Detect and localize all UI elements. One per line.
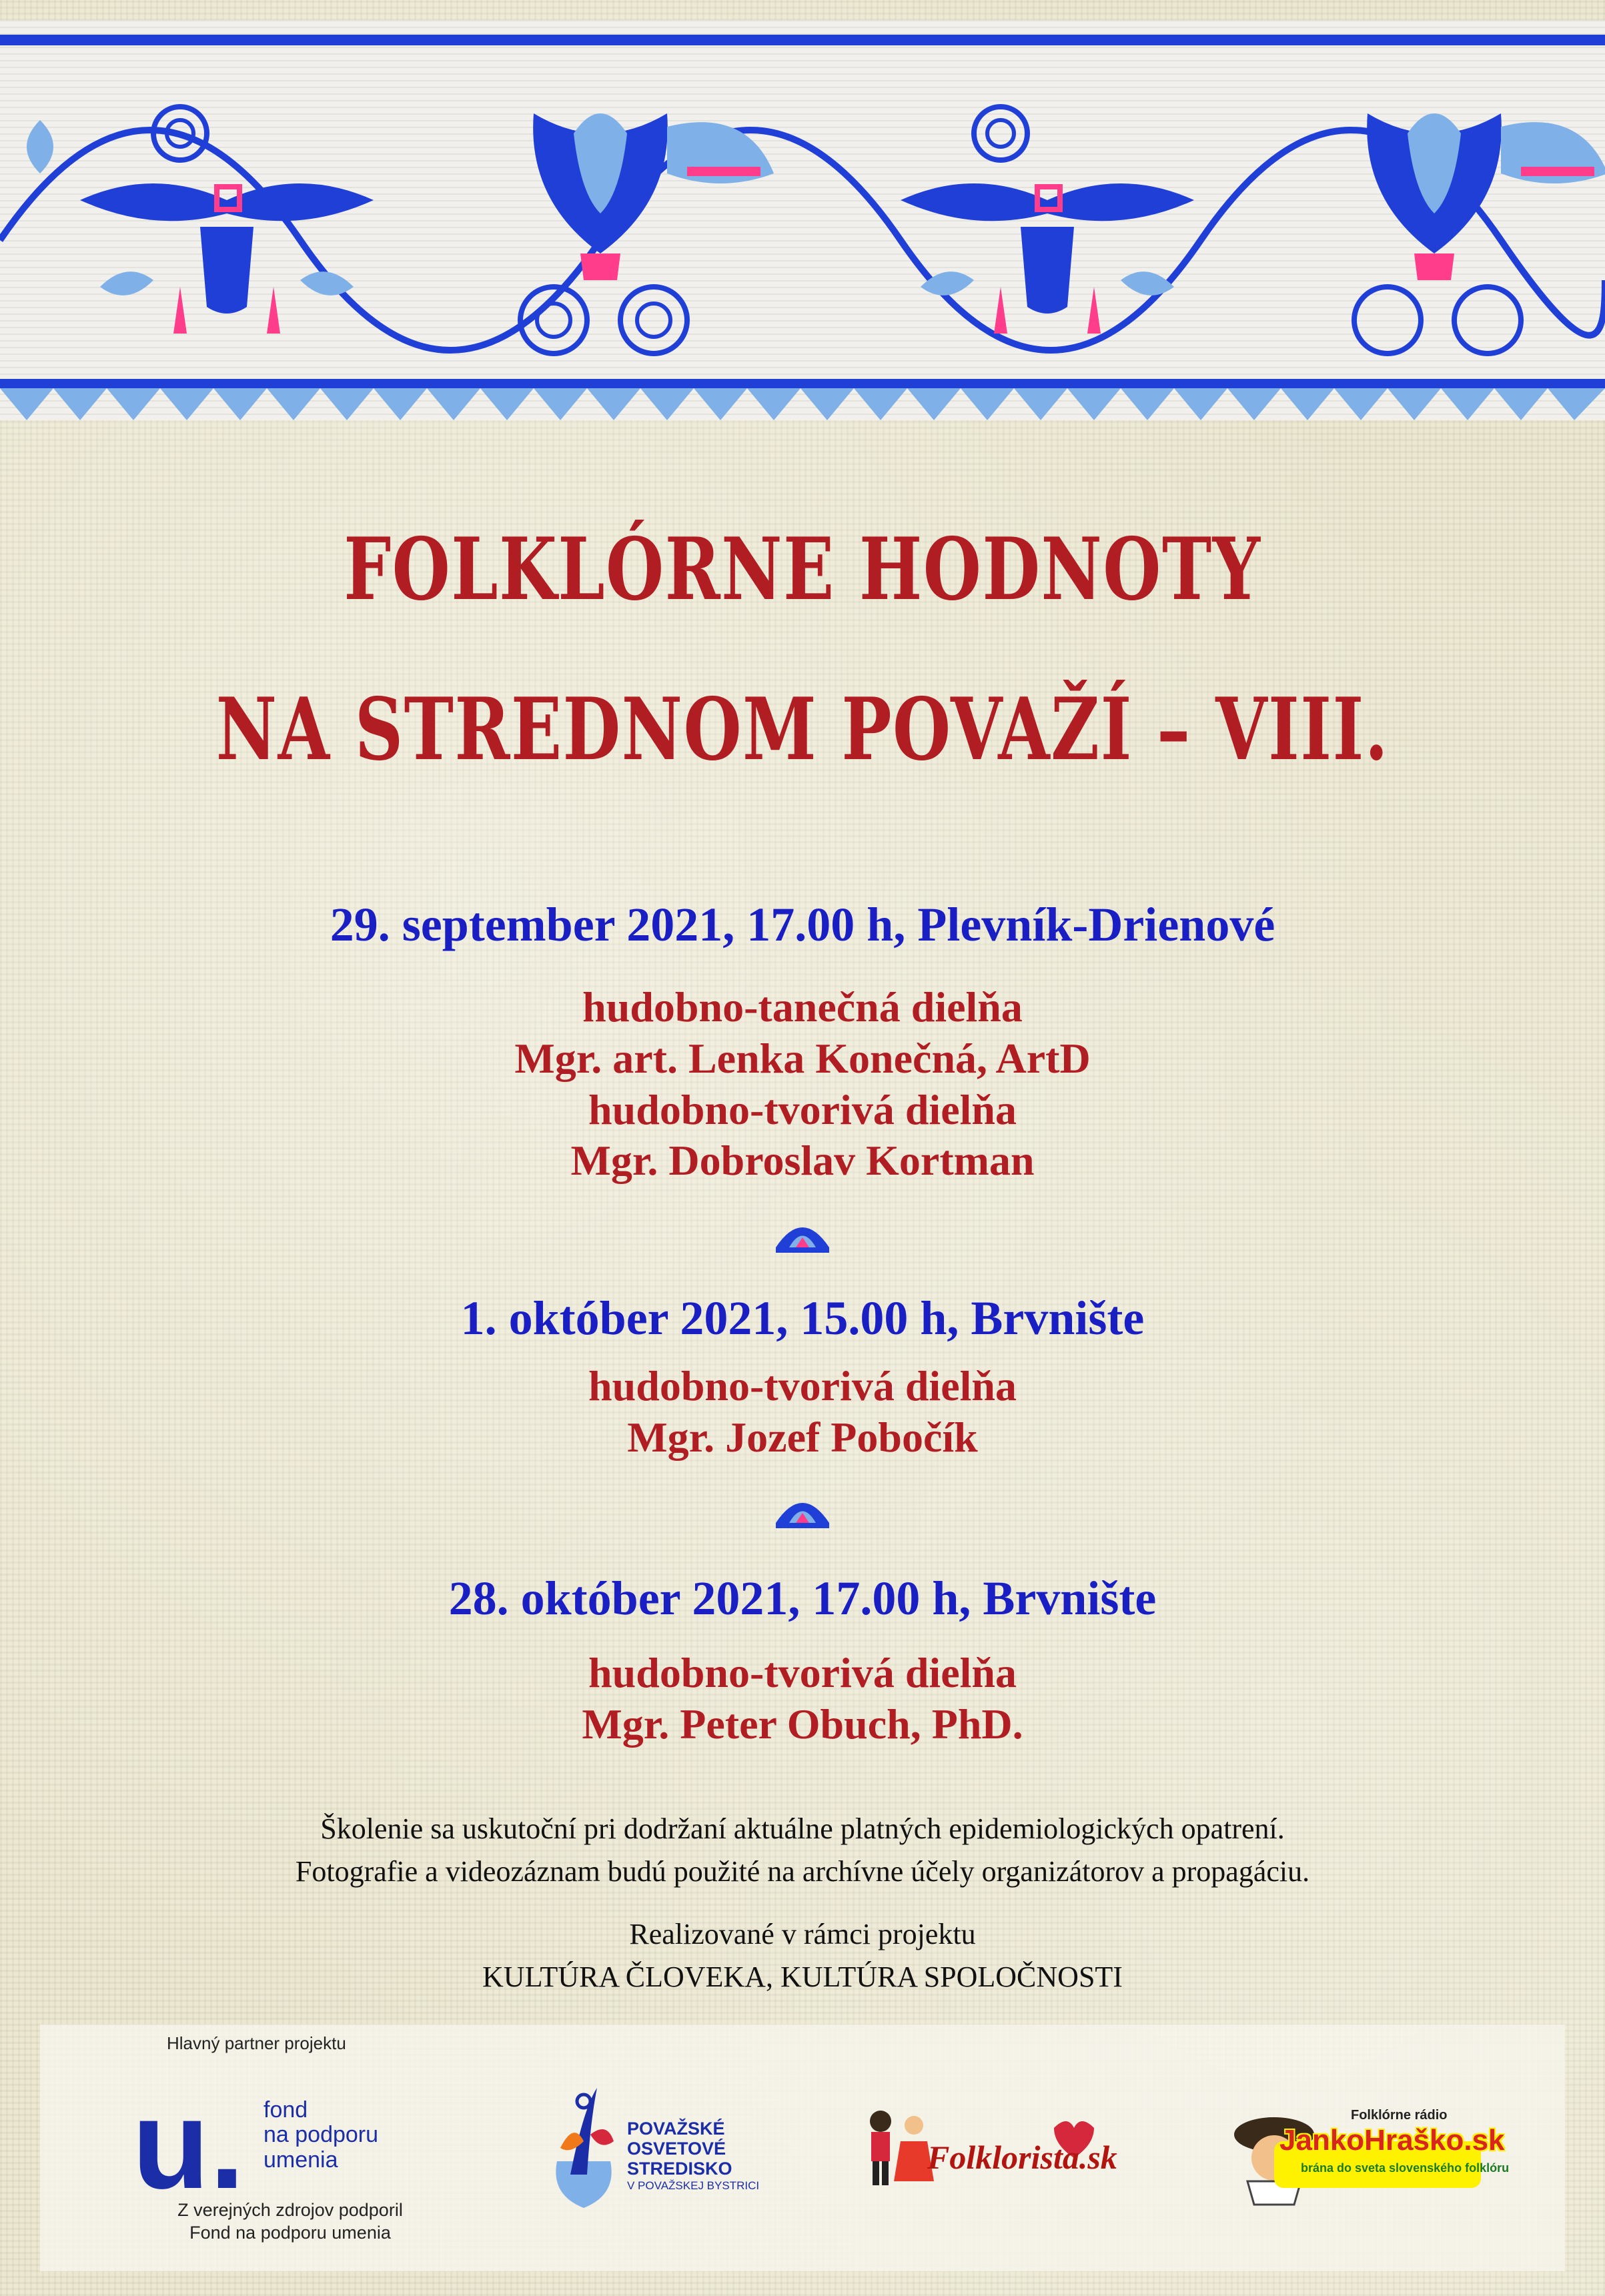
jh-name-text: JankoHraško.sk (1279, 2124, 1505, 2157)
event-2-details (0, 1361, 1605, 1464)
embroidery-banner (0, 0, 1605, 440)
pos-line-1: POVAŽSKÉ (627, 2119, 725, 2139)
fpu-logo-text (263, 2098, 378, 2173)
pos-line-3: STREDISKO (627, 2159, 732, 2179)
event-1-line-3: hudobno-tvorivá dielňa (588, 1085, 1017, 1133)
fan-ornament-icon-2 (769, 1486, 836, 1533)
fpu-logo: u. (132, 2074, 245, 2215)
title-line-2: NA STREDNOM POVAŽÍ – VIII. (215, 680, 1390, 780)
pos-logo-text (627, 2119, 759, 2192)
fan-ornament-icon (769, 1211, 836, 1257)
event-2-date: 1. október 2021, 15.00 h, Brvnište (460, 1291, 1145, 1345)
project-line-1: Realizované v rámci projektu (629, 1918, 976, 1950)
event-1-line-4: Mgr. Dobroslav Kortman (570, 1137, 1035, 1185)
fpu-text-line-3: umenia (263, 2147, 338, 2173)
note-1: Školenie sa uskutoční pri dodržaní aktuálne platných epidemiologických opatrení. (320, 1812, 1285, 1845)
support-line-1: Z verejných zdrojov podporil (177, 2200, 403, 2220)
support-line-2: Fond na podporu umenia (189, 2222, 391, 2243)
event-3-details (0, 1648, 1605, 1750)
project-line-2: KULTÚRA ČLOVEKA, KULTÚRA SPOLOČNOSTI (482, 1960, 1123, 1993)
event-3 (0, 1571, 1605, 1626)
jh-top-text: Folklórne rádio (1351, 2108, 1448, 2123)
event-1 (0, 897, 1605, 953)
event-3-date: 28. október 2021, 17.00 h, Brvnište (448, 1572, 1157, 1625)
support-text (150, 2199, 430, 2245)
event-2 (0, 1291, 1605, 1346)
fpu-text-line-2: na podporu (263, 2122, 379, 2148)
event-2-line-1: hudobno-tvorivá dielňa (588, 1362, 1017, 1409)
fpu-text-line-1: fond (263, 2097, 308, 2123)
jh-sub-text: brána do sveta slovenského folklóru (1301, 2161, 1510, 2175)
pos-logo-icon (544, 2081, 624, 2215)
notes (0, 1808, 1605, 1893)
title-line-1: FOLKLÓRNE HODNOTY (344, 520, 1261, 620)
event-3-line-1: hudobno-tvorivá dielňa (588, 1649, 1017, 1696)
event-1-date: 29. september 2021, 17.00 h, Plevník-Drienové (330, 898, 1275, 951)
folklorista-text: Folklorista.sk (927, 2139, 1117, 2176)
event-2-line-2: Mgr. Jozef Pobočík (627, 1413, 978, 1461)
partner-heading: Hlavný partner projektu (167, 2033, 346, 2053)
event-1-details (0, 982, 1605, 1187)
event-3-line-2: Mgr. Peter Obuch, PhD. (582, 1700, 1023, 1748)
project-info (0, 1913, 1605, 1998)
pos-line-2: OSVETOVÉ (627, 2139, 726, 2159)
pos-small-line: V POVAŽSKEJ BYSTRICI (627, 2179, 760, 2192)
event-1-line-2: Mgr. art. Lenka Konečná, ArtD (514, 1034, 1091, 1082)
note-2: Fotografie a videozáznam budú použité na archívne účely organizátorov a propagáciu. (295, 1854, 1310, 1888)
event-1-line-1: hudobno-tanečná dielňa (582, 983, 1023, 1031)
